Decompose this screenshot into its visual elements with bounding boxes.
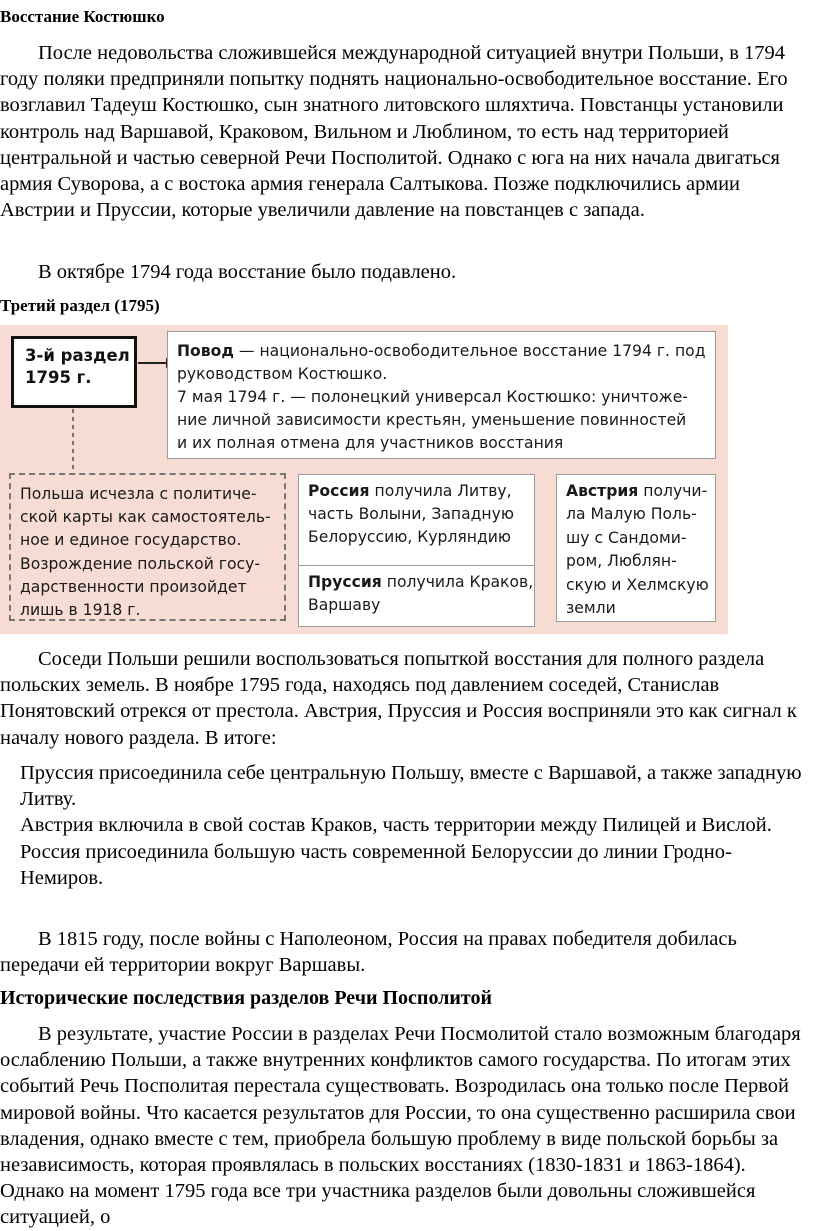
austria-text: ром, Люблян-: [566, 552, 677, 571]
paragraph-partition-1: Соседи Польши решили воспользоваться попыткой восстания для полного раздела польских земель. В ноябре 1795 года, находясь под давлением соседей, Станислав Понятовский отрекся от престола. Австрия, Пруссия и Россия восприняли это как сигнал к началу нового раздела. В итоге:: [0, 648, 797, 749]
poland-line: Польша исчезла с политиче-: [20, 485, 257, 503]
paragraph-partition-2: В 1815 году, после войны с Наполеоном, Россия на правах победителя добилась передачи ей территории вокруг Варшавы.: [0, 928, 737, 977]
prussia-box: [298, 565, 535, 627]
reason-text: — национально-освободительное восстание 1794 г. под руководством Костюшко.: [177, 342, 706, 383]
prussia-label: Пруссия: [308, 573, 382, 591]
key-title: 3-й раздел: [25, 346, 130, 365]
austria-text: земли: [566, 599, 616, 618]
list-item: Пруссия присоединила себе центральную Польшу, вместе с Варшавой, а также западную Литву.: [20, 762, 802, 811]
reason-box: [167, 331, 716, 459]
russia-text: Белоруссию, Курляндию: [308, 528, 512, 546]
austria-text: ла Малую Поль-: [566, 505, 697, 524]
russia-label: Россия: [308, 482, 370, 500]
poland-line: дарственности произойдет: [20, 577, 247, 596]
paragraph-consequences-1: В результате, участие России в разделах Речи Посмолитой стало возможным благодаря ослаблению Польши, а также внутренних конфликтов самого государства. По итогам этих событий Речь Посполитая перестала существовать. Возродилась она только после Первой мировой войны. Что касается результатов для России, то она существенно расширила свои владения, однако вместе с тем, приобрела большую проблему в виде польской борьбы за независимость, которая проявлялась в польских восстаниях (1830-1831 и 1863-1864). Однако на момент 1795 года все три участника разделов были довольны сложившейся ситуацией, о: [0, 1023, 801, 1229]
heading-kosciuszko: Восстание Костюшко: [0, 7, 165, 26]
poland-line: ской карты как самостоятель-: [20, 508, 271, 527]
heading-consequences: Исторические последствия разделов Речи Посполитой: [0, 987, 493, 1009]
poland-line: ное и единое государство.: [20, 531, 242, 550]
austria-text: скую и Хелмскую: [566, 575, 709, 594]
reason-line: ние личной зависимости крестьян, уменьшение повинностей: [177, 411, 687, 429]
russia-text: получила Литву,: [369, 482, 512, 500]
austria-text: получи-: [638, 482, 708, 500]
key-year: 1795 г.: [25, 368, 92, 387]
austria-label: Австрия: [566, 482, 639, 500]
list-item: Россия присоединила большую часть современной Белоруссии до линии Гродно-Немиров.: [20, 840, 732, 889]
reason-label: Повод: [177, 342, 234, 360]
outcomes-list: [20, 760, 810, 891]
russia-text: часть Волыни, Западную: [308, 505, 514, 523]
partition-scheme: [0, 325, 728, 634]
reason-line: 7 мая 1794 г. — полонецкий универсал Костюшко: уничтоже-: [177, 388, 688, 406]
prussia-text: получила Краков,: [381, 573, 534, 591]
poland-line: лишь в 1918 г.: [20, 601, 141, 620]
austria-text: шу с Сандоми-: [566, 528, 687, 547]
poland-line: Возрождение польской госу-: [20, 554, 260, 573]
paragraph-kosciuszko-2: В октябре 1794 года восстание было подавлено.: [38, 261, 457, 283]
paragraph-kosciuszko-1: После недовольства сложившейся международной ситуацией внутри Польши, в 1794 году поляки предприняли попытку поднять национально-освободительное восстание. Его возглавил Тадеуш Костюшко, сын знатного литовского шляхтича. Повстанцы установили контроль над Варшавой, Краковом, Вильном и Люблином, то есть над территорией центральной и частью северной Речи Посполитой. Однако с юга на них начала двигаться армия Суворова, а с востока армия генерала Салтыкова. Позже подключились армии Австрии и Пруссии, которые увеличили давление на повстанцев с запада.: [0, 42, 788, 222]
third-partition-key-box: [11, 336, 137, 408]
reason-line: и их полная отмена для участников восстания: [177, 434, 564, 452]
list-item: Австрия включила в свой состав Краков, часть территории между Пилицей и Вислой.: [20, 814, 772, 837]
austria-box: [556, 474, 716, 622]
poland-result-box: [9, 473, 286, 621]
prussia-text: Варшаву: [308, 596, 381, 614]
heading-third-partition: Третий раздел (1795): [0, 296, 160, 315]
